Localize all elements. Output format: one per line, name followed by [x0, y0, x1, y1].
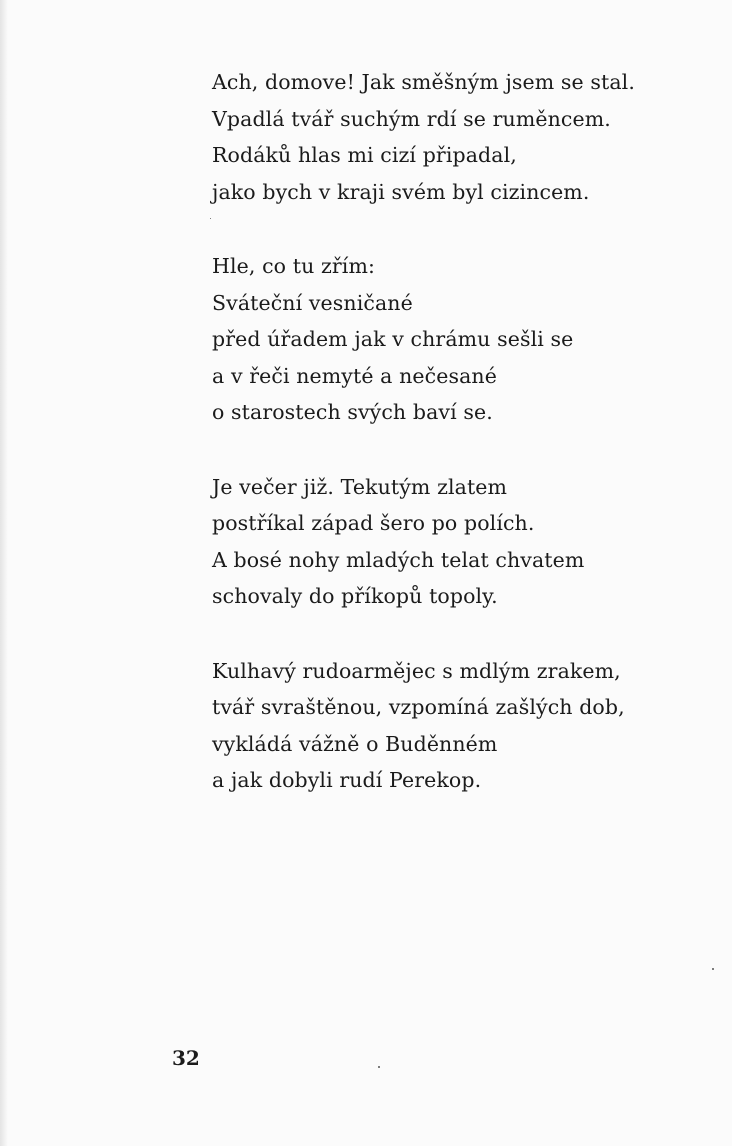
poem-line: Kulhavý rudoarmějec s mdlým zrakem, [212, 658, 621, 683]
print-speck [712, 968, 714, 970]
poem [212, 64, 702, 837]
poem-line: o starostech svých baví se. [212, 400, 493, 424]
stanza-4 [212, 653, 702, 799]
page-binding-edge [0, 0, 8, 1146]
poem-line: před úřadem jak v chrámu sešli se [212, 327, 574, 351]
poem-line: tvář svraštěnou, vzpomíná zašlých dob, [212, 695, 625, 719]
poem-line: schovaly do příkopů topoly. [212, 584, 498, 608]
poem-line: postříkal západ šero po polích. [212, 511, 535, 535]
poem-line: Rodáků hlas mi cizí připadal, [212, 143, 517, 167]
page-number: 32 [172, 1046, 200, 1070]
print-speck [210, 218, 211, 219]
poem-line: Sváteční vesničané [212, 290, 413, 315]
poem-line: A bosé nohy mladých telat chvatem [212, 547, 585, 572]
stanza-1 [212, 64, 702, 210]
stanza-2 [212, 248, 702, 431]
stanza-3 [212, 469, 702, 615]
poem-line: Hle, co tu zřím: [212, 254, 375, 278]
poem-line: jako bych v kraji svém byl cizincem. [212, 179, 590, 204]
poem-line: a jak dobyli rudí Perekop. [212, 768, 482, 792]
poem-line: Je večer již. Tekutým zlatem [212, 474, 508, 499]
poem-line: Vpadlá tvář suchým rdí se ruměncem. [212, 106, 611, 131]
poem-line: a v řeči nemyté a nečesané [212, 363, 497, 388]
poem-line: vykládá vážně o Buděnném [212, 731, 498, 756]
print-speck [378, 1066, 380, 1068]
poem-line: Ach, domove! Jak směšným jsem se stal. [212, 70, 635, 94]
